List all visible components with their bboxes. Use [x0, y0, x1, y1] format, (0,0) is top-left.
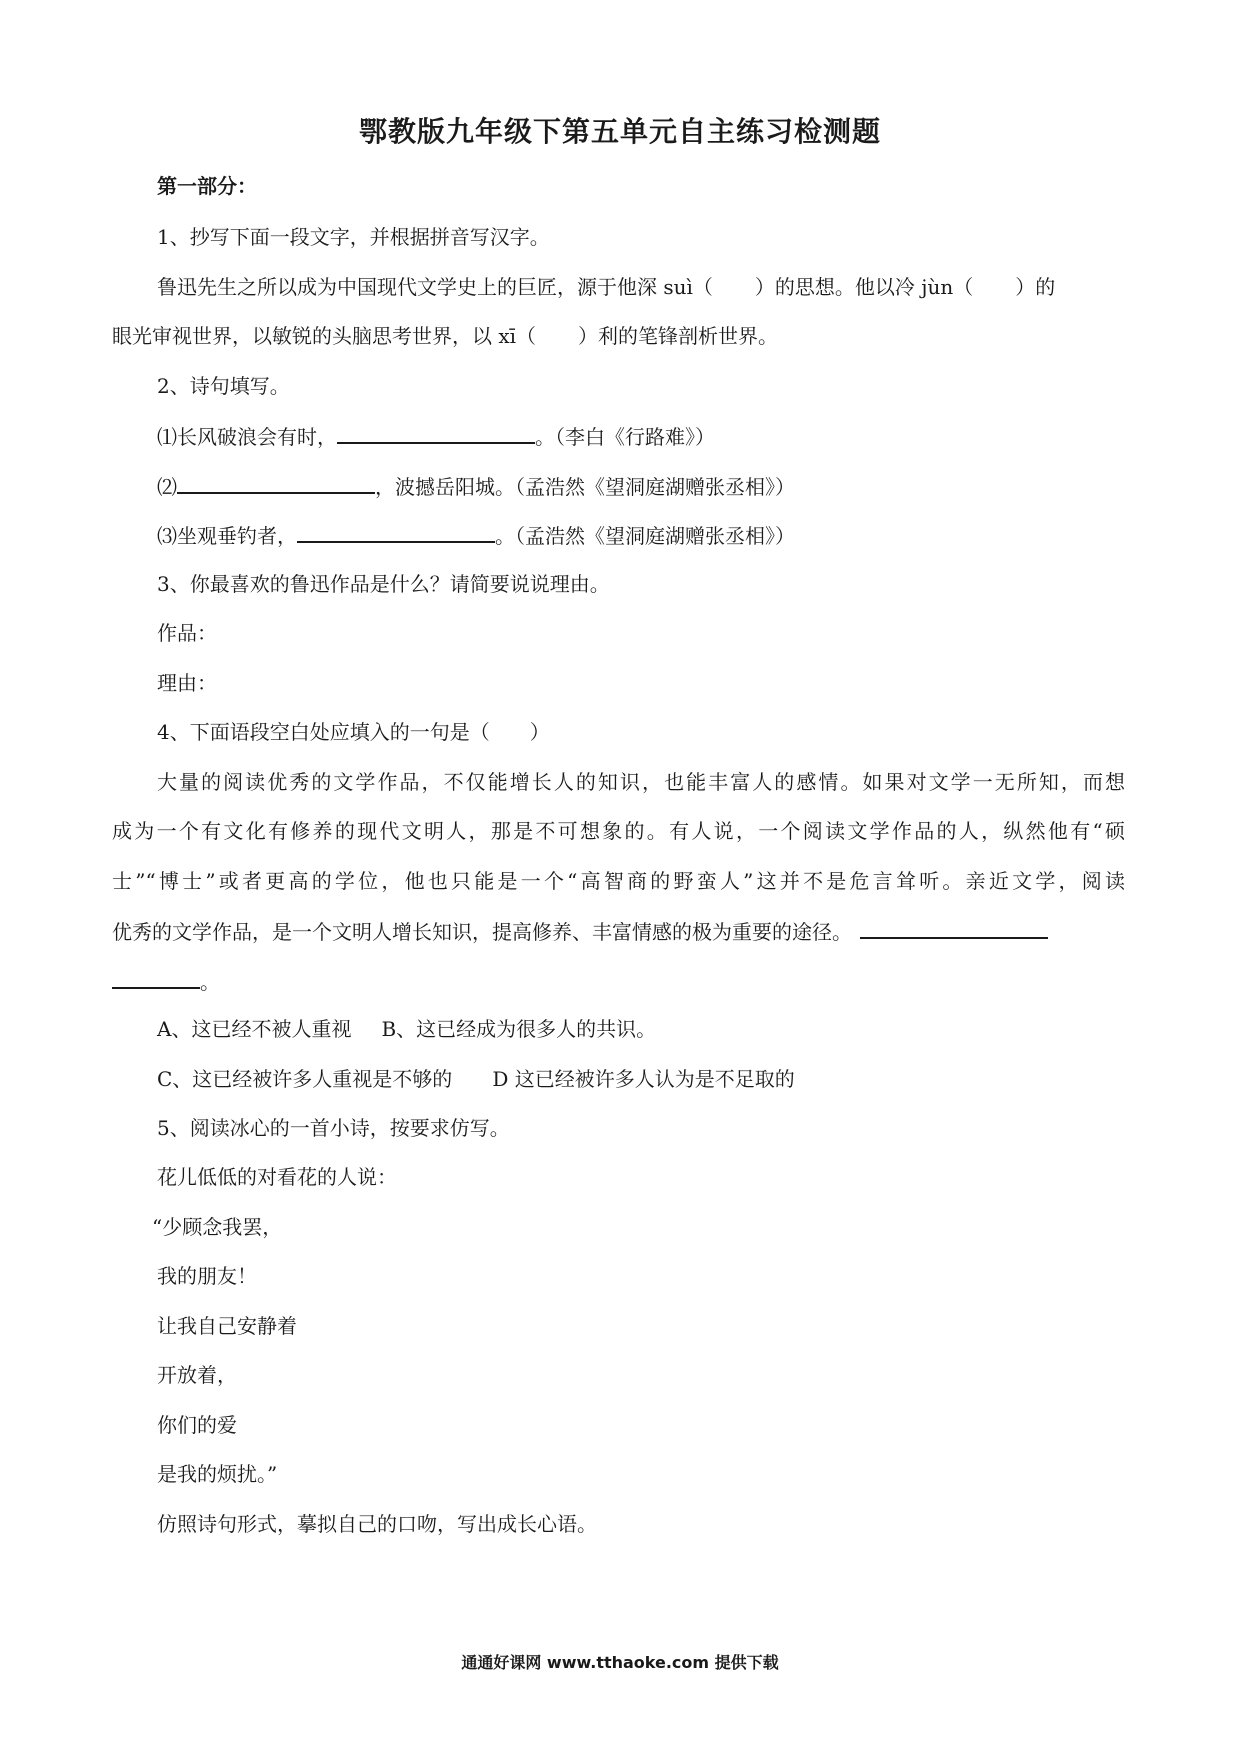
- question-1-text-line-2: [112, 321, 778, 351]
- question-1-prompt: 1、抄写下面一段文字，并根据拼音写汉字。: [157, 225, 550, 249]
- poem-line: “少顾念我罢，: [152, 1215, 283, 1239]
- question-5-prompt: 5、阅读冰心的一首小诗，按要求仿写。: [157, 1116, 510, 1140]
- fill-blank[interactable]: [297, 519, 495, 543]
- poem-fill-item-1: [157, 420, 715, 452]
- poem-line: 花儿低低的对看花的人说：: [157, 1165, 397, 1189]
- fill-blank[interactable]: [860, 915, 1048, 939]
- paragraph-line-5: [112, 965, 220, 997]
- poem-fill-item-2: [157, 470, 795, 502]
- work-label: 作品：: [157, 621, 217, 645]
- item3-text-b: 。（孟浩然《望洞庭湖赠张丞相》）: [495, 524, 795, 548]
- option-a[interactable]: A、这已经不被人重视: [157, 1017, 352, 1041]
- paragraph-line-1: 大量的阅读优秀的文学作品，不仅能增长人的知识，也能丰富人的感情。如果对文学一无所知，而想: [157, 770, 1125, 794]
- question-1-text-line-1: [157, 272, 1055, 302]
- item2-text-a: ⑵: [157, 475, 177, 499]
- fill-blank[interactable]: [337, 420, 535, 444]
- poem-fill-item-3: [157, 519, 795, 551]
- paragraph-line-5-end: 。: [200, 970, 220, 994]
- poem-line: 是我的烦扰。”: [157, 1462, 278, 1486]
- poem-line: 我的朋友！: [157, 1264, 257, 1288]
- options-row-2: [157, 1064, 795, 1094]
- item2-text-b: ，波撼岳阳城。（孟浩然《望洞庭湖赠张丞相》）: [375, 475, 795, 499]
- q1-line2-part-b: ）利的笔锋剖析世界。: [578, 324, 779, 348]
- paragraph-line-4: [112, 915, 1048, 947]
- poem-line: 让我自己安静着: [157, 1314, 297, 1338]
- instruction-text: 仿照诗句形式，摹拟自己的口吻，写出成长心语。: [157, 1512, 597, 1536]
- fill-blank[interactable]: [112, 965, 200, 989]
- poem-line: 你们的爱: [157, 1413, 237, 1437]
- item1-text-a: ⑴长风破浪会有时，: [157, 425, 337, 449]
- item3-text-a: ⑶坐观垂钓者，: [157, 524, 297, 548]
- q1-line1-part-c: ）的: [1015, 275, 1056, 299]
- q1-line1-part-a: 鲁迅先生之所以成为中国现代文学史上的巨匠，源于他深 suì（: [157, 275, 713, 299]
- section-heading: 第一部分：: [157, 174, 257, 198]
- question-3-prompt: 3、你最喜欢的鲁迅作品是什么？请简要说说理由。: [157, 572, 610, 596]
- question-4-prompt: 4、下面语段空白处应填入的一句是（ ）: [157, 720, 550, 744]
- poem-line: 开放着，: [157, 1363, 237, 1387]
- paragraph-line-2: 成为一个有文化有修养的现代文明人，那是不可想象的。有人说，一个阅读文学作品的人，纵然他有“硕: [112, 819, 1125, 843]
- fill-blank[interactable]: [177, 470, 375, 494]
- option-d[interactable]: D 这已经被许多人认为是不足取的: [492, 1067, 795, 1091]
- option-c[interactable]: C、这已经被许多人重视是不够的: [157, 1067, 453, 1091]
- q1-line2-part-a: 眼光审视世界，以敏锐的头脑思考世界，以 xī（: [112, 324, 537, 348]
- page-title: 鄂教版九年级下第五单元自主练习检测题: [358, 115, 881, 148]
- options-row-1: [157, 1014, 656, 1044]
- option-b[interactable]: B、这已经成为很多人的共识。: [381, 1017, 657, 1041]
- paragraph-line-3: 士”“博士”或者更高的学位，他也只能是一个“高智商的野蛮人”这并不是危言耸听。亲近文学，阅读: [112, 869, 1125, 893]
- paragraph-line-4-text: 优秀的文学作品，是一个文明人增长知识，提高修养、丰富情感的极为重要的途径。: [112, 920, 852, 944]
- reason-label: 理由：: [157, 671, 217, 695]
- question-2-prompt: 2、诗句填写。: [157, 374, 290, 398]
- item1-text-b: 。（李白《行路难》）: [535, 425, 715, 449]
- q1-line1-part-b: ）的思想。他以冷 jùn（: [754, 275, 974, 299]
- footer-credit: 通通好课网 www.tthaoke.com 提供下载: [461, 1653, 779, 1672]
